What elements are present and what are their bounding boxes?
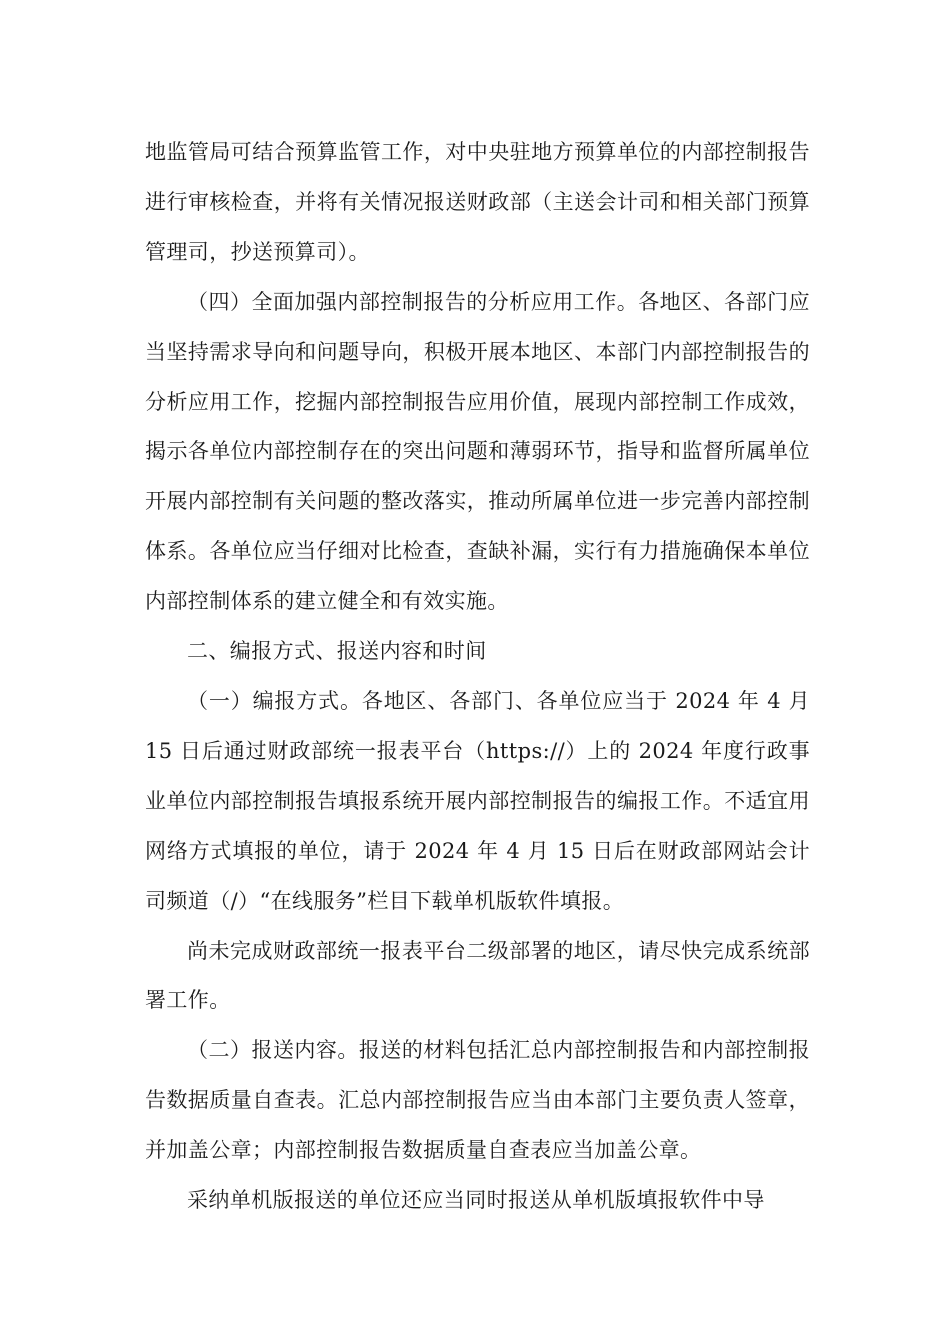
document-body	[145, 128, 810, 1226]
paragraph-3: （一）编报方式。各地区、各部门、各单位应当于 2024 年 4 月15 日后通过财政部统一报表平台（https://）上的 2024 年度行政事业单位内部控制报告填报系统开展内部控制报告的编报工作。不适宜用网络方式填报的单位，请于 2024 年 4 月 15 日后在财政部网站会计司频道（/）“在线服务”栏目下载单机版软件填报。	[145, 688, 810, 913]
paragraph-1: 地监管局可结合预算监管工作，对中央驻地方预算单位的内部控制报告进行审核检查，并将有关情况报送财政部（主送会计司和相关部门预算管理司，抄送预算司）。	[145, 140, 810, 264]
paragraph-2: （四）全面加强内部控制报告的分析应用工作。各地区、各部门应当坚持需求导向和问题导向，积极开展本地区、本部门内部控制报告的分析应用工作，挖掘内部控制报告应用价值，展现内部控制工作成效，揭示各单位内部控制存在的突出问题和薄弱环节，指导和监督所属单位开展内部控制有关问题的整改落实，推动所属单位进一步完善内部控制体系。各单位应当仔细对比检查，查缺补漏，实行有力措施确保本单位内部控制体系的建立健全和有效实施。	[145, 289, 810, 614]
paragraph-6: 采纳单机版报送的单位还应当同时报送从单机版填报软件中导	[187, 1188, 765, 1213]
paragraph-5: （二）报送内容。报送的材料包括汇总内部控制报告和内部控制报告数据质量自查表。汇总内部控制报告应当由本部门主要负责人签章，并加盖公章；内部控制报告数据质量自查表应当加盖公章。	[145, 1038, 810, 1163]
paragraph-4: 尚未完成财政部统一报表平台二级部署的地区，请尽快完成系统部署工作。	[145, 938, 810, 1013]
section-heading: 二、编报方式、报送内容和时间	[187, 639, 487, 664]
